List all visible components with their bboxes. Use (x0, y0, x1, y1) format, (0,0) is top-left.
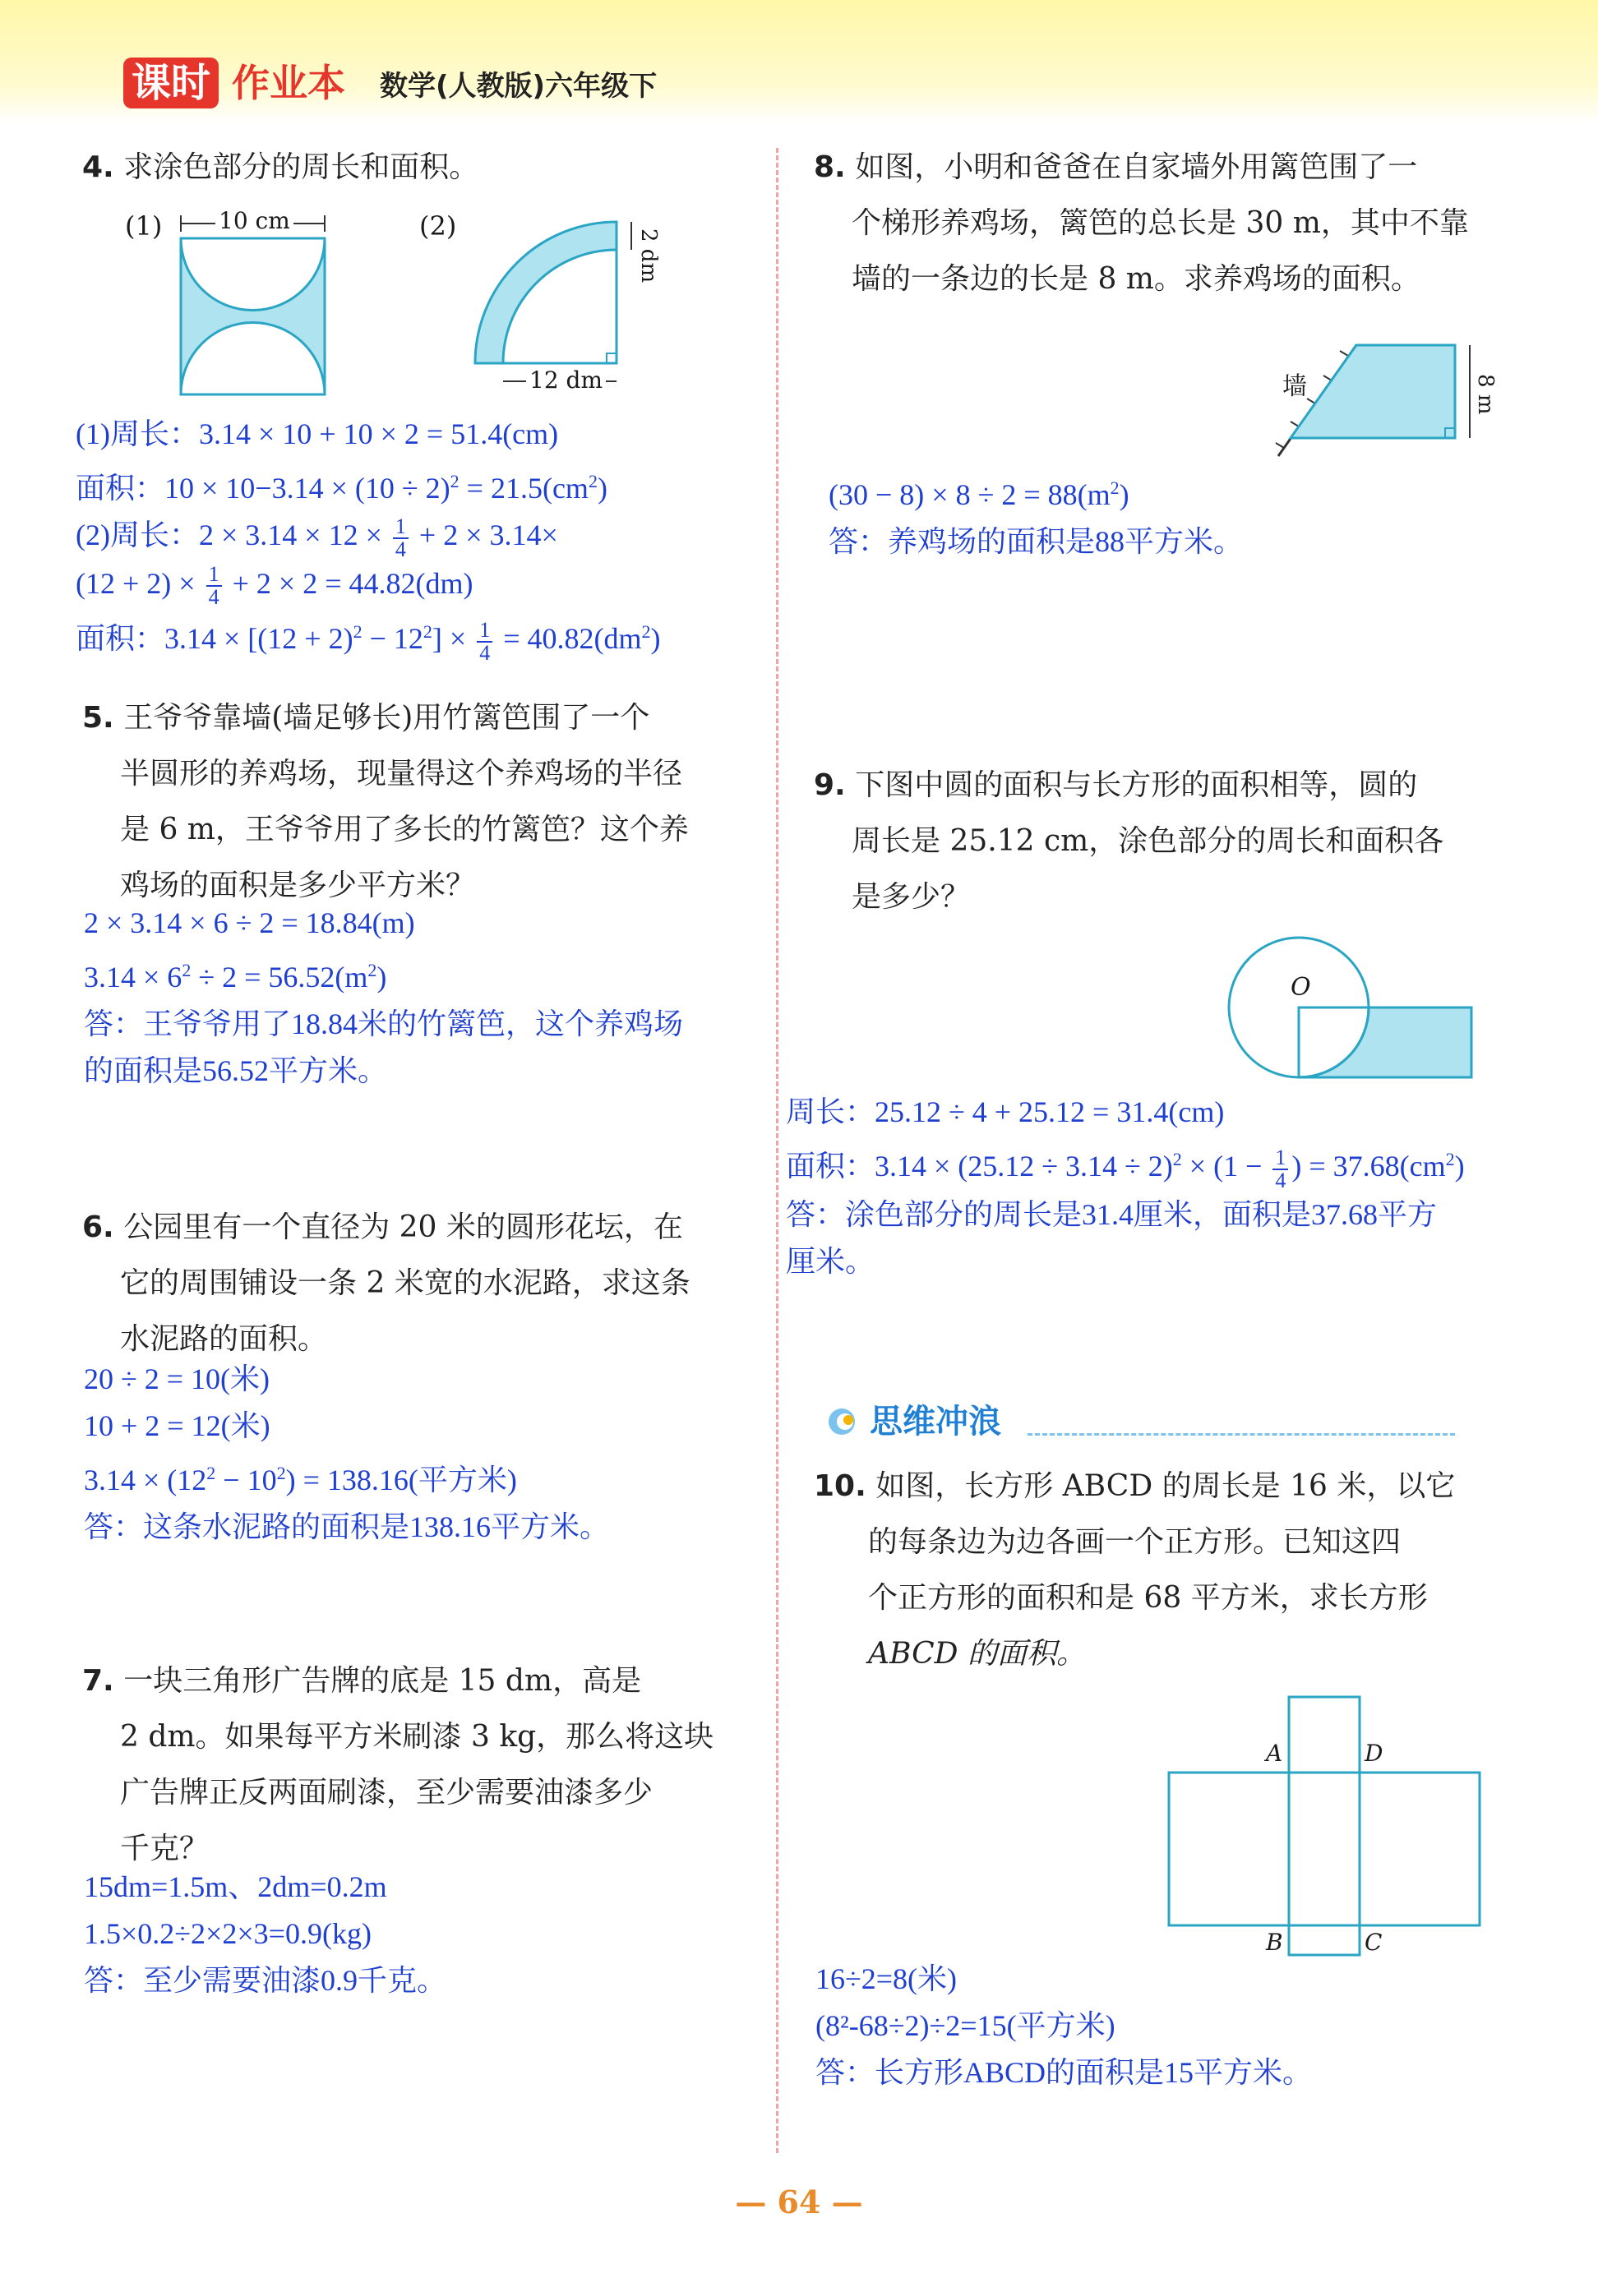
answer-9 (786, 1089, 1465, 1285)
question-number: 7. (82, 1664, 114, 1698)
logo-subtitle: 作业本 (232, 61, 345, 105)
figure-svg (115, 205, 362, 403)
vertex-label: C (1365, 1929, 1383, 1956)
answer-line: $3.14 \times (12^2 - 10^2) = 138.16$(平方米) (84, 1463, 517, 1496)
question-text: 墙的一条边的长是 8 m。求养鸡场的面积。 (852, 262, 1420, 296)
question-number: 5. (82, 701, 114, 735)
question-6 (82, 1200, 690, 1367)
answer-line: 的面积是56.52平方米。 (84, 1054, 388, 1087)
question-text: 一块三角形广告牌的底是 15 dm，高是 (123, 1664, 642, 1698)
answer-line: 答：王爷爷用了18.84米的竹篱笆，这个养鸡场 (84, 1007, 684, 1040)
figure-4-1 (115, 205, 362, 403)
question-7 (82, 1653, 714, 1877)
dimension-label: 2 dm (636, 228, 661, 284)
answer-10 (815, 1956, 1312, 2096)
question-number: 4. (82, 150, 114, 184)
question-text: 王爷爷靠墙(墙足够长)用竹篱笆围了一个 (123, 701, 650, 735)
page-number: — 64 — (735, 2183, 863, 2220)
answer-line: 周长：25.12 ÷ 4 + 25.12 = 31.4(cm) (786, 1095, 1225, 1128)
answer-line: 10 + 2 = 12(米) (84, 1409, 270, 1442)
question-9 (814, 758, 1443, 925)
answer-line: (8²-68÷2)÷2=15(平方米) (815, 2009, 1115, 2042)
question-text: 如图，小明和爸爸在自家墙外用篱笆围了一 (855, 150, 1418, 184)
vertex-label: D (1365, 1740, 1383, 1767)
answer-line: 面积：$3.14 \times (25.12 \div 3.14 \div 2)^2 \times (1$ − $\frac{1}{4}$ ) = $37.68(cm^2)$ (786, 1145, 1465, 1192)
question-text: 它的周围铺设一条 2 米宽的水泥路，求这条 (120, 1266, 690, 1300)
figure-svg (1167, 1689, 1488, 1960)
figure-9 (1225, 935, 1488, 1100)
answer-line: 答：养鸡场的面积是88平方米。 (829, 525, 1244, 558)
column-divider (776, 148, 778, 2153)
answer-line: 答：这条水泥路的面积是138.16平方米。 (84, 1510, 610, 1543)
question-8 (814, 140, 1469, 307)
answer-line: 15dm=1.5m、2dm=0.2m (84, 1870, 387, 1903)
logo: 课时 (123, 58, 219, 108)
answer-line: (12 + 2) × $\frac{1}{4}$ + 2 × 2 = 44.82(dm) (76, 562, 473, 610)
wave-icon (822, 1397, 863, 1446)
question-text: 周长是 25.12 cm，涂色部分的周长和面积各 (852, 824, 1444, 858)
dimension-label: 10 cm (215, 207, 293, 234)
question-text: 求涂色部分的周长和面积。 (123, 150, 479, 184)
question-text: 公园里有一个直径为 20 米的圆形花坛，在 (123, 1210, 683, 1244)
figure-label: (2) (419, 210, 457, 242)
answer-4 (76, 411, 661, 664)
figure-label: (1) (125, 210, 163, 242)
answer-line: 答：至少需要油漆0.9千克。 (84, 1964, 447, 1997)
answer-line: 答：涂色部分的周长是31.4厘米，面积是37.68平方 (786, 1197, 1438, 1231)
question-text: 半圆形的养鸡场，现量得这个养鸡场的半径 (120, 757, 683, 791)
figure-4-2 (411, 205, 682, 403)
section-header (822, 1397, 1471, 1446)
question-text: 是 6 m，王爷爷用了多长的竹篱笆？这个养 (120, 813, 689, 846)
wall-label: 墙 (1282, 372, 1307, 401)
answer-line: 1.5×0.2÷2×2×3=0.9(kg) (84, 1917, 372, 1950)
figure-svg (1225, 935, 1488, 1100)
question-number: 6. (82, 1210, 114, 1244)
question-text: 如图，长方形 ABCD 的周长是 16 米，以它 (875, 1469, 1456, 1503)
answer-line: $(30 - 8) \times 8 \div 2 = 88(m^2)$ (829, 477, 1129, 511)
figure-8 (1266, 333, 1498, 464)
question-number: 10. (814, 1469, 866, 1503)
answer-line: 厘米。 (786, 1244, 875, 1278)
figure-10 (1167, 1689, 1488, 1960)
dimension-label: 12 dm (526, 367, 606, 394)
question-text: 个梯形养鸡场，篱笆的总长是 30 m，其中不靠 (852, 206, 1469, 240)
question-text: 水泥路的面积。 (120, 1322, 328, 1356)
question-text: 个正方形的面积和是 68 平方米，求长方形 (868, 1581, 1428, 1615)
page-header (0, 0, 1598, 123)
answer-5 (84, 900, 683, 1095)
center-label: O (1291, 973, 1311, 1002)
vertex-label: A (1266, 1740, 1283, 1767)
answer-line: 答：长方形ABCD的面积是15平方米。 (815, 2056, 1313, 2089)
answer-line: $3.14 \times 6^2 \div 2 = 56.52(m^2)$ (84, 960, 387, 994)
section-title: 思维冲浪 (870, 1403, 1001, 1441)
question-4 (82, 140, 478, 196)
answer-line: 面积：$3.14 \times [(12 + 2)^2 - 12^2]$ × $\frac{1}{4}$ = $40.82(dm^2)$ (76, 618, 661, 666)
question-text: 是多少？ (852, 880, 971, 914)
answer-8 (829, 464, 1243, 565)
question-text: 千克？ (120, 1832, 210, 1865)
question-text: 鸡场的面积是多少平方米？ (120, 869, 476, 902)
question-5 (82, 690, 689, 914)
question-text: 2 dm。如果每平方米刷漆 3 kg，那么将这块 (120, 1720, 714, 1754)
answer-line: (1)周长：3.14 × 10 + 10 × 2 = 51.4(cm) (76, 417, 559, 450)
question-text: 的每条边为边各画一个正方形。已知这四 (868, 1525, 1402, 1559)
question-text: 下图中圆的面积与长方形的面积相等，圆的 (855, 768, 1418, 802)
question-text: 广告牌正反两面刷漆，至少需要油漆多少 (120, 1776, 654, 1810)
answer-line: 面积：$10 \times 10-3.14 \times (10 \div 2)^2 = 21.5(cm^2)$ (76, 471, 607, 505)
question-number: 9. (814, 768, 846, 802)
vertex-label: B (1266, 1929, 1283, 1956)
question-text: ABCD 的面积。 (868, 1637, 1086, 1671)
question-number: 8. (814, 150, 846, 184)
answer-6 (84, 1356, 609, 1551)
section-rule (1028, 1433, 1455, 1436)
answer-line: 2 × 3.14 × 6 ÷ 2 = 18.84(m) (84, 906, 415, 939)
answer-line: 16÷2=8(米) (815, 1962, 958, 1995)
answer-7 (84, 1864, 446, 2004)
answer-line: (2)周长：2 × 3.14 × 12 × $\frac{1}{4}$ + 2 × 3.14× (76, 514, 558, 561)
book-subject: 数学(人教版)六年级下 (380, 70, 658, 103)
question-10 (814, 1459, 1455, 1682)
dimension-label: 8 m (1473, 374, 1498, 415)
answer-line: 20 ÷ 2 = 10(米) (84, 1362, 270, 1395)
